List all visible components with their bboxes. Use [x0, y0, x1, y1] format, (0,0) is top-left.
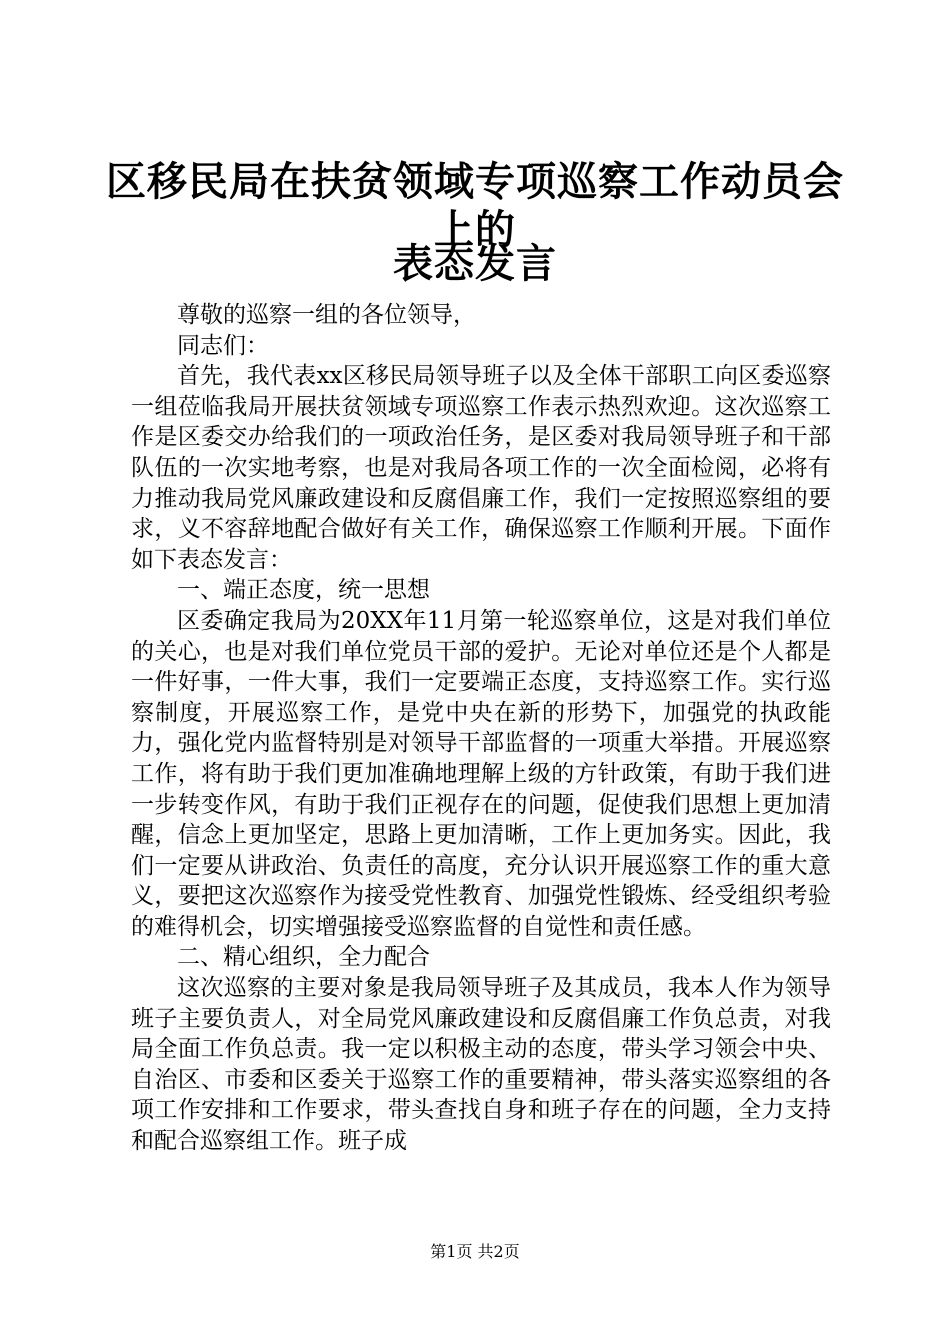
- section-heading-2: 二、精心组织，全力配合: [177, 944, 430, 971]
- section-heading-1: 一、端正态度，统一思想: [177, 577, 430, 604]
- paragraph-section-1: 区委确定我局为20XX年11月第一轮巡察单位，这是对我们单位的关心，也是对我们单位党员干部的爱护。无论对单位还是个人都是一件好事，一件大事，我们一定要端正态度，支持巡察工作。实行巡察制度，开展巡察工作，是党中央在新的形势下，加强党的执政能力，强化党内监督特别是对领导干部监督的一项重大举措。开展巡察工作，将有助于我们更加准确地理解上级的方针政策，有助于我们进一步转变作风，有助于我们正视存在的问题，促使我们思想上更加清醒，信念上更加坚定，思路上更加清晰，工作上更加务实。因此，我们一定要从讲政治、负责任的高度，充分认识开展巡察工作的重大意义，要把这次巡察作为接受党性教育、加强党性锻炼、经受组织考验的难得机会，切实增强接受巡察监督的自觉性和责任感。: [131, 607, 831, 940]
- document-title-line-1: 区移民局在扶贫领域专项巡察工作动员会上的: [106, 158, 844, 253]
- salutation-comrades: 同志们：: [177, 332, 269, 359]
- paragraph-section-2: 这次巡察的主要对象是我局领导班子及其成员，我本人作为领导班子主要负责人，对全局党风廉政建设和反腐倡廉工作负总责，对我局全面工作负总责。我一定以积极主动的态度，带头学习领会中央、自治区、市委和区委关于巡察工作的重要精神，带头落实巡察组的各项工作安排和工作要求，带头查找自身和班子存在的问题，全力支持和配合巡察组工作。班子成: [131, 975, 831, 1155]
- salutation: 尊敬的巡察一组的各位领导，: [177, 302, 476, 328]
- page-footer: 第1页 共2页: [430, 1242, 520, 1261]
- document-title-line-2: 表态发言: [393, 240, 557, 287]
- paragraph-intro: 首先，我代表xx区移民局领导班子以及全体干部职工向区委巡察一组莅临我局开展扶贫领域专项巡察工作表示热烈欢迎。这次巡察工作是区委交办给我们的一项政治任务，是区委对我局领导班子和干部队伍的一次实地考察，也是对我局各项工作的一次全面检阅，必将有力推动我局党风廉政建设和反腐倡廉工作，我们一定按照巡察组的要求，义不容辞地配合做好有关工作，确保巡察工作顺利开展。下面作如下表态发言：: [131, 363, 831, 573]
- document-body: [131, 300, 831, 1157]
